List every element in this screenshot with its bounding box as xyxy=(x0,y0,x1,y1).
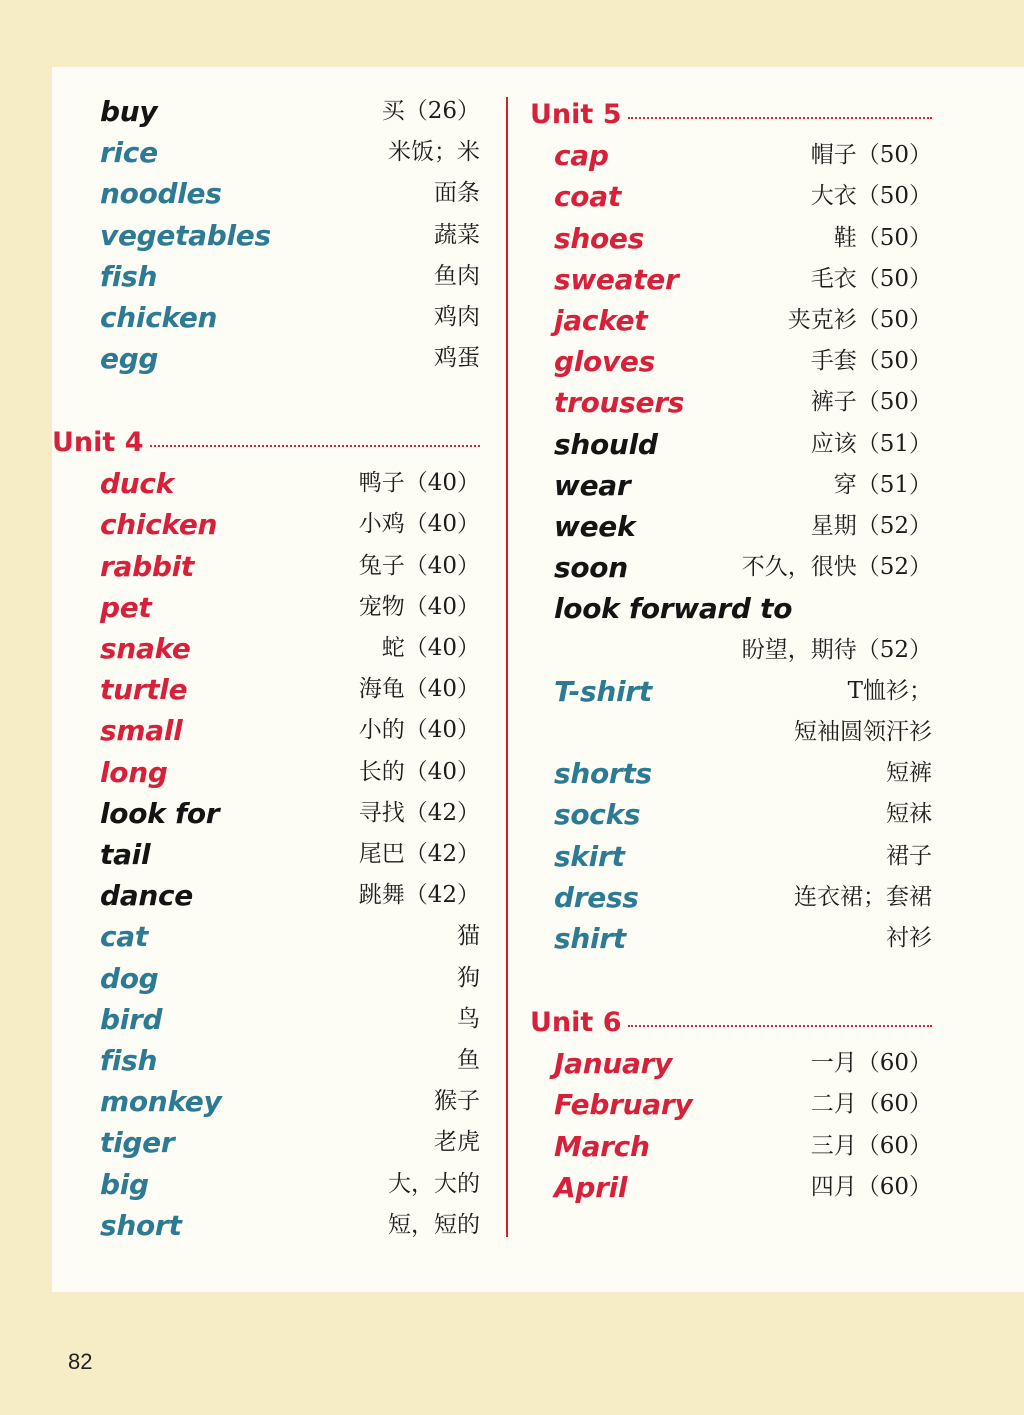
vocab-row xyxy=(52,834,480,875)
vocab-meaning: 鸭子（40） xyxy=(358,470,480,497)
vocab-meaning: 面条 xyxy=(434,180,480,207)
vocab-word: look forward to xyxy=(554,592,793,626)
vocab-meaning: 买（26） xyxy=(381,98,480,124)
vocab-row xyxy=(530,918,932,959)
unit-title: Unit 6 xyxy=(530,1007,622,1038)
vocab-row xyxy=(52,999,480,1040)
vocab-word: tiger xyxy=(100,1126,175,1160)
vocab-word: turtle xyxy=(100,673,188,707)
vocab-meaning: 狗 xyxy=(457,964,480,991)
vocab-meaning: 宠物（40） xyxy=(358,593,480,620)
glossary-panel xyxy=(52,67,1024,1292)
vocab-row xyxy=(52,752,480,793)
vocab-meaning: 海龟（40） xyxy=(358,676,480,703)
vocab-meaning: T恤衫； xyxy=(847,677,932,704)
vocab-meaning: 鸡蛋 xyxy=(434,345,480,372)
vocab-meaning: 帽子（50） xyxy=(810,142,932,169)
vocab-word: dog xyxy=(100,961,159,995)
unit-title: Unit 5 xyxy=(530,99,622,130)
vocab-row xyxy=(530,794,932,835)
vocab-meaning: 老虎 xyxy=(434,1129,480,1156)
vocab-meaning: 跳舞（42） xyxy=(358,882,480,909)
vocab-word: noodles xyxy=(100,177,222,211)
vocab-meaning: 大衣（50） xyxy=(810,183,932,210)
vocab-word: buy xyxy=(100,95,158,128)
vocab-meaning: 猴子 xyxy=(434,1088,480,1115)
vocab-word: rice xyxy=(100,136,158,170)
vocab-word: shirt xyxy=(554,922,626,955)
vocab-row xyxy=(530,1084,932,1125)
vocab-word: wear xyxy=(554,468,631,502)
vocab-row xyxy=(52,628,480,669)
vocab-word: tail xyxy=(100,838,151,871)
vocab-meaning: 盼望，期待（52） xyxy=(741,636,932,663)
vocab-word: snake xyxy=(100,632,191,665)
vocab-word: rabbit xyxy=(100,549,194,583)
vocab-row xyxy=(530,300,932,341)
dotted-leader xyxy=(628,1025,933,1027)
vocab-word: long xyxy=(100,755,168,789)
dotted-leader xyxy=(150,445,481,447)
vocab-row xyxy=(530,671,932,712)
vocab-row xyxy=(52,91,480,132)
vocab-word: fish xyxy=(100,259,158,293)
vocab-word: monkey xyxy=(100,1085,222,1119)
vocab-word: vegetables xyxy=(100,218,271,252)
vocab-word: sweater xyxy=(554,262,679,296)
vocab-meaning: 长的（40） xyxy=(358,758,480,785)
vocab-word: week xyxy=(554,510,636,543)
vocab-meaning: 连衣裙；套裙 xyxy=(794,883,932,910)
vocab-word: cap xyxy=(554,139,609,173)
vocab-row xyxy=(52,958,480,999)
vocab-row xyxy=(530,712,932,753)
vocab-word: chicken xyxy=(100,301,218,334)
vocab-row xyxy=(530,877,932,918)
vocab-word: should xyxy=(554,427,658,461)
dotted-leader xyxy=(628,117,933,119)
vocab-meaning: 二月（60） xyxy=(810,1091,932,1118)
vocab-word: jacket xyxy=(554,304,648,337)
vocab-word: dance xyxy=(100,879,193,913)
vocab-meaning: 蔬菜 xyxy=(434,221,480,248)
vocab-meaning: 尾巴（42） xyxy=(358,841,480,867)
vocab-row xyxy=(530,465,932,506)
vocab-meaning: 应该（51） xyxy=(810,430,932,457)
vocab-row xyxy=(530,588,932,629)
vocab-row xyxy=(52,297,480,338)
vocab-meaning: 夹克衫（50） xyxy=(787,307,932,333)
vocab-row xyxy=(52,1122,480,1163)
unit6-heading xyxy=(530,1002,932,1043)
vocab-word: skirt xyxy=(554,839,625,873)
unit5-heading xyxy=(530,94,932,135)
vocab-meaning: 短裤 xyxy=(886,760,932,787)
vocab-word: coat xyxy=(554,180,621,214)
vocab-word: bird xyxy=(100,1002,163,1036)
vocab-word: shorts xyxy=(554,757,652,791)
vocab-row xyxy=(530,630,932,671)
unit-title: Unit 4 xyxy=(52,427,144,458)
vocab-meaning: 蛇（40） xyxy=(381,635,480,661)
vocab-meaning: 鱼肉 xyxy=(434,262,480,289)
vocab-word: look for xyxy=(100,796,220,830)
vocab-row xyxy=(52,546,480,587)
vocab-word: dress xyxy=(554,880,639,914)
vocab-meaning: 三月（60） xyxy=(810,1132,932,1159)
vocab-meaning: 寻找（42） xyxy=(358,799,480,826)
vocab-row xyxy=(530,1126,932,1167)
vocab-meaning: 猫 xyxy=(457,923,480,950)
vocab-word: March xyxy=(554,1129,650,1163)
vocab-word: chicken xyxy=(100,508,218,542)
vocab-row xyxy=(52,793,480,834)
vocab-meaning: 毛衣（50） xyxy=(810,265,932,292)
vocab-word: shoes xyxy=(554,221,644,255)
vocab-word: short xyxy=(100,1208,182,1242)
vocab-meaning: 大，大的 xyxy=(388,1170,480,1197)
column-divider xyxy=(506,97,508,1237)
vocab-word: T-shirt xyxy=(554,674,652,708)
vocab-meaning: 不久，很快（52） xyxy=(741,554,932,581)
vocab-word: January xyxy=(554,1047,673,1081)
vocab-row xyxy=(52,1040,480,1081)
vocab-meaning: 鱼 xyxy=(457,1047,480,1073)
vocab-word: pet xyxy=(100,590,152,624)
vocab-row xyxy=(530,547,932,588)
vocab-meaning: 短袜 xyxy=(886,801,932,828)
vocab-row xyxy=(530,341,932,382)
vocab-meaning: 裙子 xyxy=(886,842,932,869)
vocab-row xyxy=(52,916,480,957)
vocab-row xyxy=(52,463,480,504)
vocab-word: duck xyxy=(100,467,174,501)
vocab-row xyxy=(530,135,932,176)
vocab-word: cat xyxy=(100,920,148,954)
vocab-row xyxy=(52,587,480,628)
vocab-meaning: 星期（52） xyxy=(810,513,932,539)
vocab-row xyxy=(52,256,480,297)
vocab-word: trousers xyxy=(554,386,685,420)
vocab-row xyxy=(52,132,480,173)
vocab-row xyxy=(530,506,932,547)
vocab-meaning: 小鸡（40） xyxy=(358,511,480,538)
vocab-meaning: 小的（40） xyxy=(358,717,480,744)
vocab-meaning: 鸟 xyxy=(457,1005,480,1032)
vocab-row xyxy=(530,218,932,259)
unit4-heading xyxy=(52,422,480,463)
vocab-row xyxy=(52,875,480,916)
vocab-row xyxy=(530,176,932,217)
vocab-row xyxy=(52,669,480,710)
vocab-row xyxy=(52,1205,480,1246)
vocab-row xyxy=(530,259,932,300)
vocab-word: egg xyxy=(100,342,159,376)
vocab-word: gloves xyxy=(554,345,655,379)
vocab-row xyxy=(530,753,932,794)
vocab-row xyxy=(530,382,932,423)
vocab-meaning: 短，短的 xyxy=(388,1211,480,1238)
vocab-word: April xyxy=(554,1170,628,1204)
vocab-word: soon xyxy=(554,551,628,585)
vocab-word: small xyxy=(100,714,183,748)
vocab-row xyxy=(530,1167,932,1208)
page-number: 82 xyxy=(68,1349,93,1374)
vocab-word: socks xyxy=(554,798,641,832)
vocab-meaning: 一月（60） xyxy=(810,1050,932,1077)
vocab-row xyxy=(530,424,932,465)
vocab-meaning: 穿（51） xyxy=(833,471,932,498)
vocab-row xyxy=(52,1081,480,1122)
vocab-meaning: 裤子（50） xyxy=(810,389,932,416)
vocab-row xyxy=(52,338,480,379)
vocab-meaning: 手套（50） xyxy=(810,348,932,375)
vocab-row xyxy=(52,215,480,256)
vocab-meaning: 兔子（40） xyxy=(358,552,480,579)
vocab-meaning: 鞋（50） xyxy=(833,224,932,251)
vocab-row xyxy=(530,836,932,877)
vocab-word: fish xyxy=(100,1044,158,1077)
vocab-meaning: 四月（60） xyxy=(810,1173,932,1200)
vocab-row xyxy=(52,504,480,545)
vocab-row xyxy=(530,1043,932,1084)
vocab-meaning: 鸡肉 xyxy=(434,304,480,330)
vocab-meaning: 短袖圆领汗衫 xyxy=(794,719,932,745)
vocab-row xyxy=(52,173,480,214)
vocab-word: February xyxy=(554,1088,693,1122)
vocab-word: big xyxy=(100,1167,149,1201)
vocab-row xyxy=(52,710,480,751)
vocab-meaning: 衬衫 xyxy=(886,925,932,951)
vocab-row xyxy=(52,1164,480,1205)
vocab-meaning: 米饭；米 xyxy=(388,139,480,166)
